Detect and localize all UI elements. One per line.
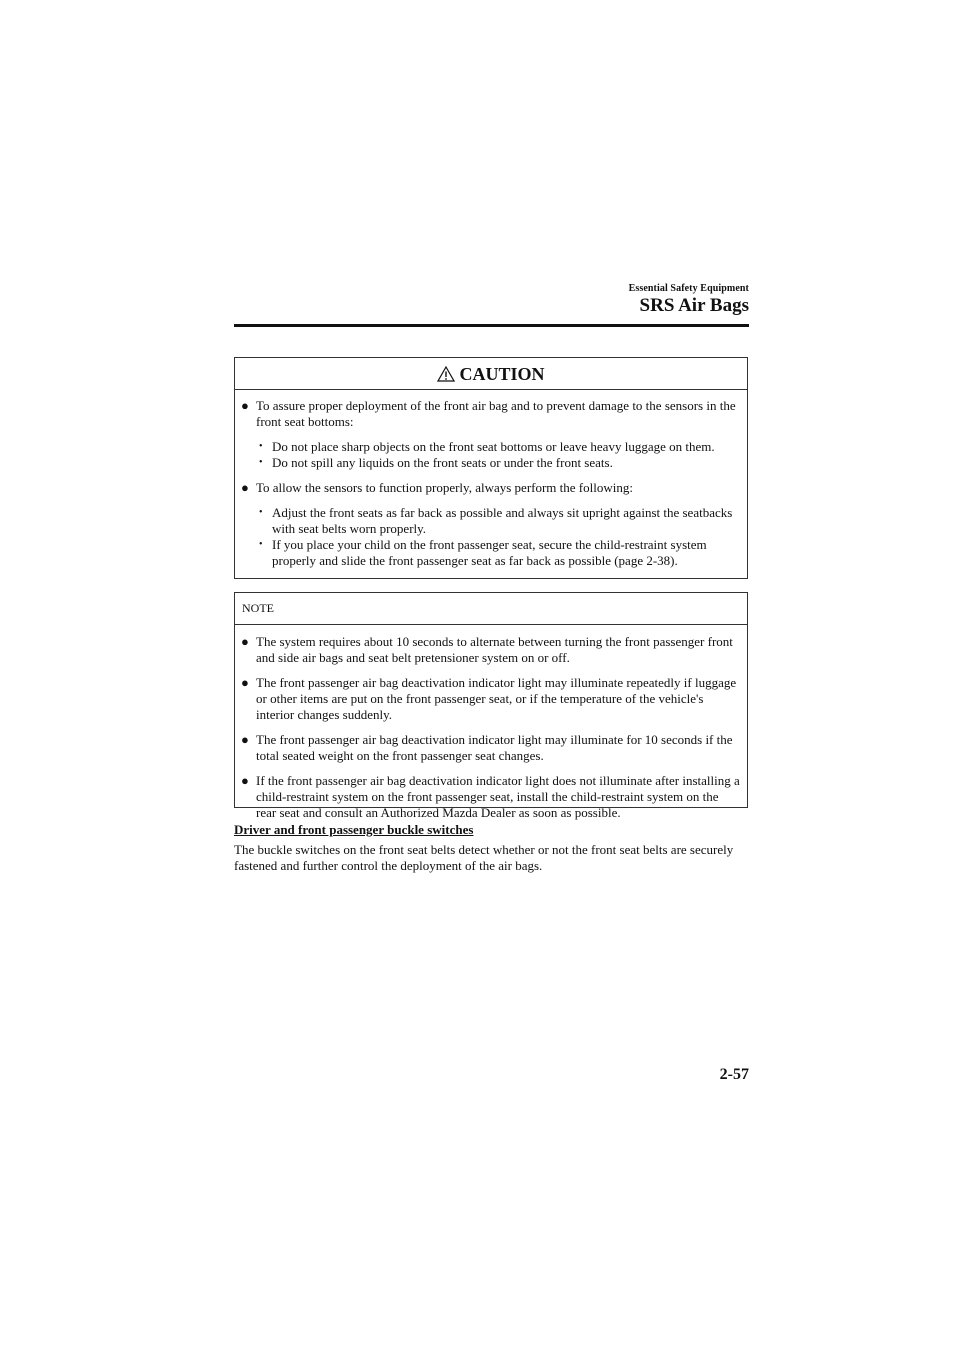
warning-triangle-icon <box>437 366 455 382</box>
note-item <box>235 634 741 666</box>
sub-bullet-icon: • <box>259 441 263 452</box>
caution-subitem-text: If you place your child on the front passenger seat, secure the child-restraint system properly and slide the front passenger seat as far back as possible (page 2-38). <box>272 537 707 568</box>
bullet-icon: ● <box>241 773 249 788</box>
sub-bullet-icon: • <box>259 539 263 550</box>
subheading: Driver and front passenger buckle switches <box>234 822 474 837</box>
caution-subitem <box>235 439 741 455</box>
note-item-text: The system requires about 10 seconds to alternate between turning the front passenger front and side air bags and seat belt pretensioner system on or off. <box>256 634 733 665</box>
bullet-icon: ● <box>241 398 249 413</box>
caution-item-text: To assure proper deployment of the front air bag and to prevent damage to the sensors in the front seat bottoms: <box>256 398 736 429</box>
note-item-text: The front passenger air bag deactivation indicator light may illuminate repeatedly if luggage or other items are put on the front passenger seat, or if the temperature of the vehicle's interior changes suddenly. <box>256 675 737 722</box>
note-item <box>235 773 741 821</box>
caution-list <box>235 398 747 569</box>
sub-bullet-icon: • <box>259 507 263 518</box>
caution-subitem-text: Do not place sharp objects on the front seat bottoms or leave heavy luggage on them. <box>272 439 715 454</box>
header-rule <box>234 324 749 327</box>
caution-title: CAUTION <box>459 364 545 384</box>
caution-subitem <box>235 537 741 569</box>
caution-item-text: To allow the sensors to function properly, always perform the following: <box>256 480 633 495</box>
caution-item <box>235 398 741 430</box>
bullet-icon: ● <box>241 480 249 495</box>
bullet-icon: ● <box>241 634 249 649</box>
section-title: SRS Air Bags <box>639 295 749 316</box>
caution-subitem <box>235 455 741 471</box>
caution-box <box>234 357 748 579</box>
caution-subitem <box>235 505 741 537</box>
section-label: Essential Safety Equipment <box>628 283 749 294</box>
page-number: 2-57 <box>719 1066 749 1083</box>
bullet-icon: ● <box>241 675 249 690</box>
note-header: NOTE <box>235 593 747 625</box>
body-paragraph: The buckle switches on the front seat belts detect whether or not the front seat belts are securely fastened and further control the deployment of the air bags. <box>234 842 734 873</box>
note-item <box>235 732 741 764</box>
caution-subitem-text: Do not spill any liquids on the front seats or under the front seats. <box>272 455 613 470</box>
note-box <box>234 592 748 820</box>
bullet-icon: ● <box>241 732 249 747</box>
note-list <box>235 634 747 821</box>
sub-bullet-icon: • <box>259 457 263 468</box>
note-item-text: If the front passenger air bag deactivation indicator light does not illuminate after installing a child-restraint system on the front passenger seat, install the child-restraint system on the rear seat and consult an Authorized Mazda Dealer as soon as possible. <box>256 773 740 820</box>
caution-item <box>235 480 741 496</box>
caution-header <box>235 358 747 390</box>
caution-subitem-text: Adjust the front seats as far back as possible and always sit upright against the seatbacks with seat belts worn properly. <box>272 505 733 536</box>
note-item-text: The front passenger air bag deactivation indicator light may illuminate for 10 seconds if the total seated weight on the front passenger seat changes. <box>256 732 733 763</box>
note-item <box>235 675 741 723</box>
